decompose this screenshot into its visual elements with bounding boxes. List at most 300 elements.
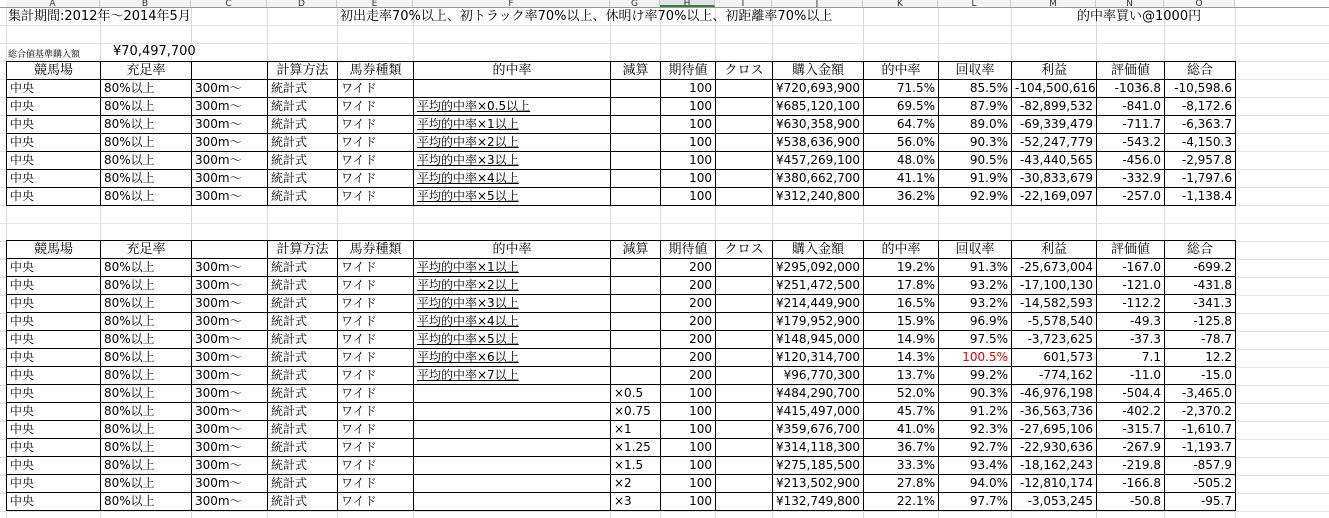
cell[interactable]: 300m～ xyxy=(192,134,268,152)
cell[interactable]: 統計式 xyxy=(268,349,338,367)
cell[interactable]: -4,150.3 xyxy=(1165,134,1236,152)
cell[interactable]: -1,193.7 xyxy=(1165,439,1236,457)
cell[interactable]: -5,578,540 xyxy=(1012,313,1097,331)
cell[interactable]: 中央 xyxy=(7,277,101,295)
cell[interactable]: -104,500,616 xyxy=(1012,80,1097,98)
cell[interactable]: 91.3% xyxy=(939,259,1012,277)
cell[interactable]: ¥415,497,000 xyxy=(773,403,864,421)
cell[interactable]: -402.2 xyxy=(1097,403,1165,421)
cell[interactable]: 300m～ xyxy=(192,313,268,331)
cell[interactable]: 90.3% xyxy=(939,385,1012,403)
cell[interactable]: -774,162 xyxy=(1012,367,1097,385)
cell[interactable]: 99.2% xyxy=(939,367,1012,385)
cell[interactable]: 64.7% xyxy=(864,116,939,134)
cell[interactable]: -8,172.6 xyxy=(1165,98,1236,116)
cell[interactable]: 100 xyxy=(661,80,716,98)
cell[interactable]: -43,440,565 xyxy=(1012,152,1097,170)
column-header-g[interactable]: G xyxy=(610,0,660,7)
cell[interactable]: 45.7% xyxy=(864,403,939,421)
cell[interactable]: 200 xyxy=(661,367,716,385)
cell[interactable]: 100 xyxy=(661,403,716,421)
cell[interactable]: 平均的中率×5以上 xyxy=(414,188,611,206)
cell[interactable]: 300m～ xyxy=(192,295,268,313)
cell[interactable]: -219.8 xyxy=(1097,457,1165,475)
cell[interactable]: -125.8 xyxy=(1165,313,1236,331)
column-title[interactable]: 馬券種類 xyxy=(338,241,414,259)
column-header-d[interactable]: D xyxy=(267,0,337,7)
cell[interactable]: ワイド xyxy=(338,349,414,367)
cell[interactable]: 56.0% xyxy=(864,134,939,152)
cell[interactable] xyxy=(716,80,773,98)
column-title[interactable]: 回収率 xyxy=(939,62,1012,80)
cell[interactable]: 7.1 xyxy=(1097,349,1165,367)
cell[interactable]: 中央 xyxy=(7,170,101,188)
cell[interactable]: 200 xyxy=(661,259,716,277)
cell[interactable]: -257.0 xyxy=(1097,188,1165,206)
cell[interactable]: 48.0% xyxy=(864,152,939,170)
cell[interactable]: 100.5% xyxy=(939,349,1012,367)
cell[interactable]: 中央 xyxy=(7,259,101,277)
cell[interactable]: -49.3 xyxy=(1097,313,1165,331)
cell[interactable] xyxy=(716,188,773,206)
cell[interactable]: 平均的中率×2以上 xyxy=(414,134,611,152)
cell[interactable]: -3,465.0 xyxy=(1165,385,1236,403)
cell[interactable] xyxy=(716,457,773,475)
cell[interactable] xyxy=(414,475,611,493)
cell[interactable]: 15.9% xyxy=(864,313,939,331)
cell[interactable]: -505.2 xyxy=(1165,475,1236,493)
cell[interactable]: 92.7% xyxy=(939,439,1012,457)
cell[interactable]: 中央 xyxy=(7,313,101,331)
cell[interactable]: ワイド xyxy=(338,134,414,152)
cell[interactable]: 80%以上 xyxy=(101,170,192,188)
cell[interactable]: 71.5% xyxy=(864,80,939,98)
cell[interactable] xyxy=(716,349,773,367)
cell[interactable]: -52,247,779 xyxy=(1012,134,1097,152)
cell[interactable]: 80%以上 xyxy=(101,493,192,511)
cell[interactable]: 平均的中率×5以上 xyxy=(414,331,611,349)
cell[interactable]: ワイド xyxy=(338,421,414,439)
cell[interactable]: 中央 xyxy=(7,152,101,170)
cell[interactable]: ¥312,240,800 xyxy=(773,188,864,206)
cell[interactable]: -167.0 xyxy=(1097,259,1165,277)
period-label[interactable]: 集計期間:2012年～2014年5月 xyxy=(8,9,191,24)
column-title[interactable]: 減算 xyxy=(611,62,661,80)
cell[interactable]: 統計式 xyxy=(268,421,338,439)
cell[interactable]: ¥120,314,700 xyxy=(773,349,864,367)
cell[interactable]: 80%以上 xyxy=(101,367,192,385)
column-title[interactable]: クロス xyxy=(716,62,773,80)
cell[interactable]: ワイド xyxy=(338,457,414,475)
column-title[interactable]: クロス xyxy=(716,241,773,259)
cell[interactable]: 14.9% xyxy=(864,331,939,349)
cell[interactable]: 100 xyxy=(661,421,716,439)
cell[interactable] xyxy=(611,80,661,98)
cell[interactable]: 17.8% xyxy=(864,277,939,295)
cell[interactable]: 統計式 xyxy=(268,116,338,134)
base-purchase-label[interactable]: 総合値基準購入額 xyxy=(8,50,81,60)
cell[interactable] xyxy=(716,152,773,170)
cell[interactable]: 統計式 xyxy=(268,259,338,277)
cell[interactable]: 200 xyxy=(661,349,716,367)
cell[interactable]: 36.2% xyxy=(864,188,939,206)
cell[interactable]: ワイド xyxy=(338,493,414,511)
cell[interactable]: 300m～ xyxy=(192,457,268,475)
cell[interactable]: 89.0% xyxy=(939,116,1012,134)
column-header-j[interactable]: J xyxy=(772,0,863,7)
cell[interactable]: ワイド xyxy=(338,259,414,277)
cell[interactable]: 200 xyxy=(661,295,716,313)
cell[interactable]: 94.0% xyxy=(939,475,1012,493)
cell[interactable]: 統計式 xyxy=(268,493,338,511)
cell[interactable] xyxy=(716,493,773,511)
cell[interactable]: 100 xyxy=(661,188,716,206)
cell[interactable]: ワイド xyxy=(338,331,414,349)
cell[interactable]: 300m～ xyxy=(192,439,268,457)
cell[interactable]: 中央 xyxy=(7,188,101,206)
cell[interactable]: ワイド xyxy=(338,116,414,134)
cell[interactable]: 中央 xyxy=(7,421,101,439)
cell[interactable] xyxy=(716,421,773,439)
cell[interactable]: 統計式 xyxy=(268,313,338,331)
column-title[interactable]: 回収率 xyxy=(939,241,1012,259)
cell[interactable]: 36.7% xyxy=(864,439,939,457)
cell[interactable] xyxy=(716,170,773,188)
cell[interactable]: -69,339,479 xyxy=(1012,116,1097,134)
cell[interactable] xyxy=(611,295,661,313)
cell[interactable]: ワイド xyxy=(338,80,414,98)
cell[interactable] xyxy=(716,331,773,349)
cell[interactable] xyxy=(611,313,661,331)
cell[interactable]: -82,899,532 xyxy=(1012,98,1097,116)
cell[interactable] xyxy=(716,313,773,331)
cell[interactable]: 80%以上 xyxy=(101,403,192,421)
cell[interactable]: -841.0 xyxy=(1097,98,1165,116)
cell[interactable]: -857.9 xyxy=(1165,457,1236,475)
cell[interactable]: -431.8 xyxy=(1165,277,1236,295)
cell[interactable]: ¥380,662,700 xyxy=(773,170,864,188)
cell[interactable] xyxy=(414,439,611,457)
cell[interactable] xyxy=(716,439,773,457)
cell[interactable]: -30,833,679 xyxy=(1012,170,1097,188)
cell[interactable]: 300m～ xyxy=(192,259,268,277)
column-title[interactable]: 競馬場 xyxy=(7,62,101,80)
bet-note-label[interactable]: 的中率買い@1000円 xyxy=(1077,9,1202,24)
cell[interactable]: 平均的中率×0.5以上 xyxy=(414,98,611,116)
cell[interactable]: 統計式 xyxy=(268,98,338,116)
cell[interactable] xyxy=(414,421,611,439)
cell[interactable]: 中央 xyxy=(7,403,101,421)
cell[interactable]: ¥538,636,900 xyxy=(773,134,864,152)
cell[interactable]: 22.1% xyxy=(864,493,939,511)
cell[interactable]: 100 xyxy=(661,475,716,493)
cell[interactable]: 中央 xyxy=(7,331,101,349)
column-title[interactable]: 総合 xyxy=(1165,62,1236,80)
cell[interactable]: ¥457,269,100 xyxy=(773,152,864,170)
cell[interactable]: -95.7 xyxy=(1165,493,1236,511)
cell[interactable]: ¥96,770,300 xyxy=(773,367,864,385)
cell[interactable]: 中央 xyxy=(7,116,101,134)
cell[interactable]: 統計式 xyxy=(268,439,338,457)
cell[interactable]: 300m～ xyxy=(192,421,268,439)
column-header-f[interactable]: F xyxy=(413,0,610,7)
cell[interactable]: 統計式 xyxy=(268,385,338,403)
cell[interactable]: ¥179,952,900 xyxy=(773,313,864,331)
column-title[interactable]: 競馬場 xyxy=(7,241,101,259)
cell[interactable]: 601,573 xyxy=(1012,349,1097,367)
cell[interactable]: ワイド xyxy=(338,475,414,493)
cell[interactable]: 中央 xyxy=(7,98,101,116)
cell[interactable]: ¥720,693,900 xyxy=(773,80,864,98)
cell[interactable]: 91.9% xyxy=(939,170,1012,188)
cell[interactable] xyxy=(716,116,773,134)
cell[interactable]: 平均的中率×3以上 xyxy=(414,152,611,170)
column-title[interactable]: 馬券種類 xyxy=(338,62,414,80)
cell[interactable]: 80%以上 xyxy=(101,439,192,457)
cell[interactable]: -2,957.8 xyxy=(1165,152,1236,170)
cell[interactable]: 平均的中率×4以上 xyxy=(414,313,611,331)
cell[interactable]: 中央 xyxy=(7,80,101,98)
cell[interactable]: -332.9 xyxy=(1097,170,1165,188)
column-title[interactable]: 期待値 xyxy=(661,62,716,80)
column-title[interactable]: 利益 xyxy=(1012,62,1097,80)
cell[interactable] xyxy=(716,475,773,493)
cell[interactable] xyxy=(611,170,661,188)
cell[interactable]: 100 xyxy=(661,457,716,475)
column-title[interactable]: 計算方法 xyxy=(268,62,338,80)
cell[interactable]: 80%以上 xyxy=(101,349,192,367)
column-title[interactable]: 減算 xyxy=(611,241,661,259)
column-title[interactable]: 計算方法 xyxy=(268,241,338,259)
cell[interactable]: 統計式 xyxy=(268,367,338,385)
conditions-label[interactable]: 初出走率70%以上、初トラック率70%以上、休明け率70%以上、初距離率70%以上 xyxy=(340,9,833,24)
cell[interactable]: 300m～ xyxy=(192,493,268,511)
cell[interactable]: 80%以上 xyxy=(101,152,192,170)
cell[interactable]: 80%以上 xyxy=(101,277,192,295)
cell[interactable]: ワイド xyxy=(338,403,414,421)
cell[interactable]: 平均的中率×4以上 xyxy=(414,170,611,188)
cell[interactable]: 300m～ xyxy=(192,385,268,403)
cell[interactable]: 14.3% xyxy=(864,349,939,367)
cell[interactable]: ワイド xyxy=(338,439,414,457)
cell[interactable]: -50.8 xyxy=(1097,493,1165,511)
column-title[interactable]: 購入金額 xyxy=(773,241,864,259)
cell[interactable]: 平均的中率×2以上 xyxy=(414,277,611,295)
cell[interactable]: -341.3 xyxy=(1165,295,1236,313)
cell[interactable]: 93.2% xyxy=(939,295,1012,313)
cell[interactable] xyxy=(611,277,661,295)
cell[interactable]: 中央 xyxy=(7,349,101,367)
cell[interactable]: 80%以上 xyxy=(101,313,192,331)
cell[interactable]: 統計式 xyxy=(268,457,338,475)
cell[interactable]: -27,695,106 xyxy=(1012,421,1097,439)
cell[interactable]: -1,610.7 xyxy=(1165,421,1236,439)
cell[interactable]: -25,673,004 xyxy=(1012,259,1097,277)
cell[interactable]: 平均的中率×3以上 xyxy=(414,295,611,313)
cell[interactable]: 300m～ xyxy=(192,170,268,188)
cell[interactable]: 90.3% xyxy=(939,134,1012,152)
cell[interactable]: 80%以上 xyxy=(101,331,192,349)
cell[interactable] xyxy=(611,331,661,349)
cell[interactable] xyxy=(716,259,773,277)
cell[interactable]: 41.1% xyxy=(864,170,939,188)
cell[interactable]: 41.0% xyxy=(864,421,939,439)
cell[interactable]: 統計式 xyxy=(268,188,338,206)
cell[interactable]: 300m～ xyxy=(192,277,268,295)
column-header-n[interactable]: N xyxy=(1096,0,1164,7)
cell[interactable] xyxy=(414,80,611,98)
cell[interactable]: ワイド xyxy=(338,152,414,170)
cell[interactable]: -17,100,130 xyxy=(1012,277,1097,295)
cell[interactable] xyxy=(611,116,661,134)
cell[interactable]: 90.5% xyxy=(939,152,1012,170)
column-title[interactable] xyxy=(192,241,268,259)
cell[interactable]: 統計式 xyxy=(268,80,338,98)
cell[interactable]: 80%以上 xyxy=(101,116,192,134)
cell[interactable]: -36,563,736 xyxy=(1012,403,1097,421)
cell[interactable] xyxy=(716,98,773,116)
cell[interactable]: 85.5% xyxy=(939,80,1012,98)
cell[interactable]: 27.8% xyxy=(864,475,939,493)
cell[interactable]: 96.9% xyxy=(939,313,1012,331)
cell[interactable] xyxy=(611,152,661,170)
column-header-o[interactable]: O xyxy=(1164,0,1235,7)
cell[interactable]: 平均的中率×1以上 xyxy=(414,116,611,134)
cell[interactable]: ワイド xyxy=(338,277,414,295)
cell[interactable]: ¥251,472,500 xyxy=(773,277,864,295)
cell[interactable] xyxy=(716,295,773,313)
cell[interactable] xyxy=(716,403,773,421)
cell[interactable]: 100 xyxy=(661,493,716,511)
column-header-m[interactable]: M xyxy=(1011,0,1096,7)
cell[interactable]: -315.7 xyxy=(1097,421,1165,439)
cell[interactable] xyxy=(716,277,773,295)
cell[interactable]: 300m～ xyxy=(192,331,268,349)
cell[interactable]: ¥132,749,800 xyxy=(773,493,864,511)
cell[interactable]: 中央 xyxy=(7,295,101,313)
cell[interactable]: 100 xyxy=(661,134,716,152)
cell[interactable]: -121.0 xyxy=(1097,277,1165,295)
cell[interactable]: -267.9 xyxy=(1097,439,1165,457)
cell[interactable]: 80%以上 xyxy=(101,134,192,152)
cell[interactable]: 97.5% xyxy=(939,331,1012,349)
cell[interactable]: 200 xyxy=(661,331,716,349)
cell[interactable]: -6,363.7 xyxy=(1165,116,1236,134)
cell[interactable]: ×0.75 xyxy=(611,403,661,421)
cell[interactable]: 200 xyxy=(661,277,716,295)
cell[interactable]: 80%以上 xyxy=(101,80,192,98)
cell[interactable]: 統計式 xyxy=(268,170,338,188)
cell[interactable] xyxy=(611,349,661,367)
cell[interactable]: 統計式 xyxy=(268,331,338,349)
cell[interactable] xyxy=(716,385,773,403)
cell[interactable]: ×3 xyxy=(611,493,661,511)
cell[interactable]: -15.0 xyxy=(1165,367,1236,385)
cell[interactable]: ¥630,358,900 xyxy=(773,116,864,134)
cell[interactable] xyxy=(611,367,661,385)
cell[interactable]: ×2 xyxy=(611,475,661,493)
cell[interactable] xyxy=(716,367,773,385)
cell[interactable] xyxy=(414,385,611,403)
cell[interactable]: ¥213,502,900 xyxy=(773,475,864,493)
cell[interactable]: ワイド xyxy=(338,98,414,116)
column-header-c[interactable]: C xyxy=(191,0,267,7)
cell[interactable]: -699.2 xyxy=(1165,259,1236,277)
cell[interactable]: ¥295,092,000 xyxy=(773,259,864,277)
column-header-a[interactable]: A xyxy=(6,0,100,7)
column-header-h[interactable]: H xyxy=(660,0,715,7)
cell[interactable]: 統計式 xyxy=(268,295,338,313)
cell[interactable]: ¥148,945,000 xyxy=(773,331,864,349)
cell[interactable]: -504.4 xyxy=(1097,385,1165,403)
cell[interactable]: ¥214,449,900 xyxy=(773,295,864,313)
column-header-k[interactable]: K xyxy=(863,0,938,7)
cell[interactable]: ×1.25 xyxy=(611,439,661,457)
cell[interactable]: -10,598.6 xyxy=(1165,80,1236,98)
cell[interactable]: 200 xyxy=(661,313,716,331)
column-title[interactable]: 充足率 xyxy=(101,241,192,259)
cell[interactable]: 100 xyxy=(661,152,716,170)
cell[interactable]: 中央 xyxy=(7,385,101,403)
cell[interactable]: -22,930,636 xyxy=(1012,439,1097,457)
cell[interactable]: -2,370.2 xyxy=(1165,403,1236,421)
cell[interactable]: 80%以上 xyxy=(101,98,192,116)
cell[interactable]: -543.2 xyxy=(1097,134,1165,152)
column-title[interactable]: 利益 xyxy=(1012,241,1097,259)
cell[interactable]: 統計式 xyxy=(268,134,338,152)
cell[interactable]: 100 xyxy=(661,439,716,457)
cell[interactable]: 300m～ xyxy=(192,188,268,206)
cell[interactable]: -78.7 xyxy=(1165,331,1236,349)
cell[interactable]: ワイド xyxy=(338,367,414,385)
cell[interactable]: -3,053,245 xyxy=(1012,493,1097,511)
cell[interactable]: 69.5% xyxy=(864,98,939,116)
cell[interactable]: ¥484,290,700 xyxy=(773,385,864,403)
cell[interactable]: 中央 xyxy=(7,475,101,493)
cell[interactable]: 100 xyxy=(661,170,716,188)
cell[interactable]: -166.8 xyxy=(1097,475,1165,493)
cell[interactable]: 300m～ xyxy=(192,80,268,98)
cell[interactable]: -456.0 xyxy=(1097,152,1165,170)
cell[interactable] xyxy=(414,403,611,421)
cell[interactable]: ワイド xyxy=(338,170,414,188)
cell[interactable]: 統計式 xyxy=(268,277,338,295)
cell[interactable]: -1,797.6 xyxy=(1165,170,1236,188)
cell[interactable]: -12,810,174 xyxy=(1012,475,1097,493)
cell[interactable]: 300m～ xyxy=(192,152,268,170)
column-header-b[interactable]: B xyxy=(100,0,191,7)
cell[interactable]: 97.7% xyxy=(939,493,1012,511)
cell[interactable]: -14,582,593 xyxy=(1012,295,1097,313)
column-title[interactable]: 購入金額 xyxy=(773,62,864,80)
cell[interactable]: 統計式 xyxy=(268,403,338,421)
cell[interactable] xyxy=(716,134,773,152)
cell[interactable]: -46,976,198 xyxy=(1012,385,1097,403)
cell[interactable]: -3,723,625 xyxy=(1012,331,1097,349)
column-header-i[interactable]: I xyxy=(715,0,772,7)
cell[interactable]: 統計式 xyxy=(268,152,338,170)
cell[interactable] xyxy=(414,493,611,511)
column-title[interactable]: 的中率 xyxy=(414,241,611,259)
cell[interactable]: 中央 xyxy=(7,439,101,457)
cell[interactable]: 80%以上 xyxy=(101,188,192,206)
cell[interactable]: -112.2 xyxy=(1097,295,1165,313)
column-title[interactable]: 充足率 xyxy=(101,62,192,80)
column-title[interactable]: 的中率 xyxy=(864,241,939,259)
cell[interactable]: 33.3% xyxy=(864,457,939,475)
base-purchase-value[interactable]: ¥70,497,700 xyxy=(113,44,196,59)
cell[interactable]: 平均的中率×1以上 xyxy=(414,259,611,277)
